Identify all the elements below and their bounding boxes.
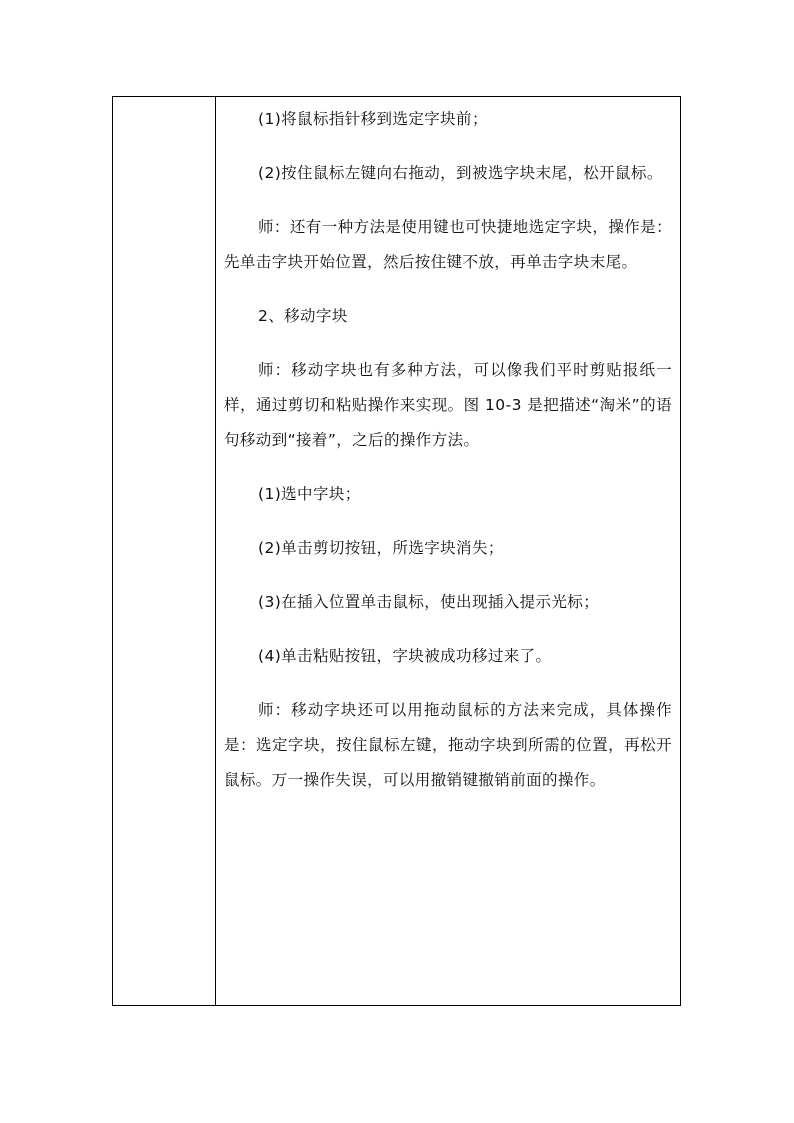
teacher-paragraph: 师：还有一种方法是使用键也可快捷地选定字块，操作是：先单击字块开始位置，然后按住键不放，再单击字块末尾。 bbox=[224, 218, 672, 271]
lesson-table bbox=[112, 96, 681, 1006]
table-left-cell bbox=[113, 97, 216, 1005]
step-paragraph: (1)选中字块； bbox=[258, 485, 361, 503]
step-paragraph: (4)单击粘贴按钮，字块被成功移过来了。 bbox=[258, 647, 552, 665]
step-paragraph: (2)按住鼠标左键向右拖动，到被选字块末尾，松开鼠标。 bbox=[258, 164, 663, 182]
teacher-paragraph: 师：移动字块还可以用拖动鼠标的方法来完成，具体操作是：选定字块，按住鼠标左键，拖动字块到所需的位置，再松开鼠标。万一操作失误，可以用撤销键撤销前面的操作。 bbox=[224, 701, 672, 789]
table-content-cell bbox=[216, 97, 680, 1005]
step-paragraph: (1)将鼠标指针移到选定字块前； bbox=[258, 110, 488, 128]
section-heading: 2、移动字块 bbox=[258, 307, 348, 325]
step-paragraph: (3)在插入位置单击鼠标，使出现插入提示光标； bbox=[258, 593, 600, 611]
teacher-paragraph: 师：移动字块也有多种方法，可以像我们平时剪贴报纸一样，通过剪切和粘贴操作来实现。图 10-3 是把描述“淘米”的语句移动到“接着”，之后的操作方法。 bbox=[224, 361, 672, 449]
step-paragraph: (2)单击剪切按钮，所选字块消失； bbox=[258, 539, 504, 557]
